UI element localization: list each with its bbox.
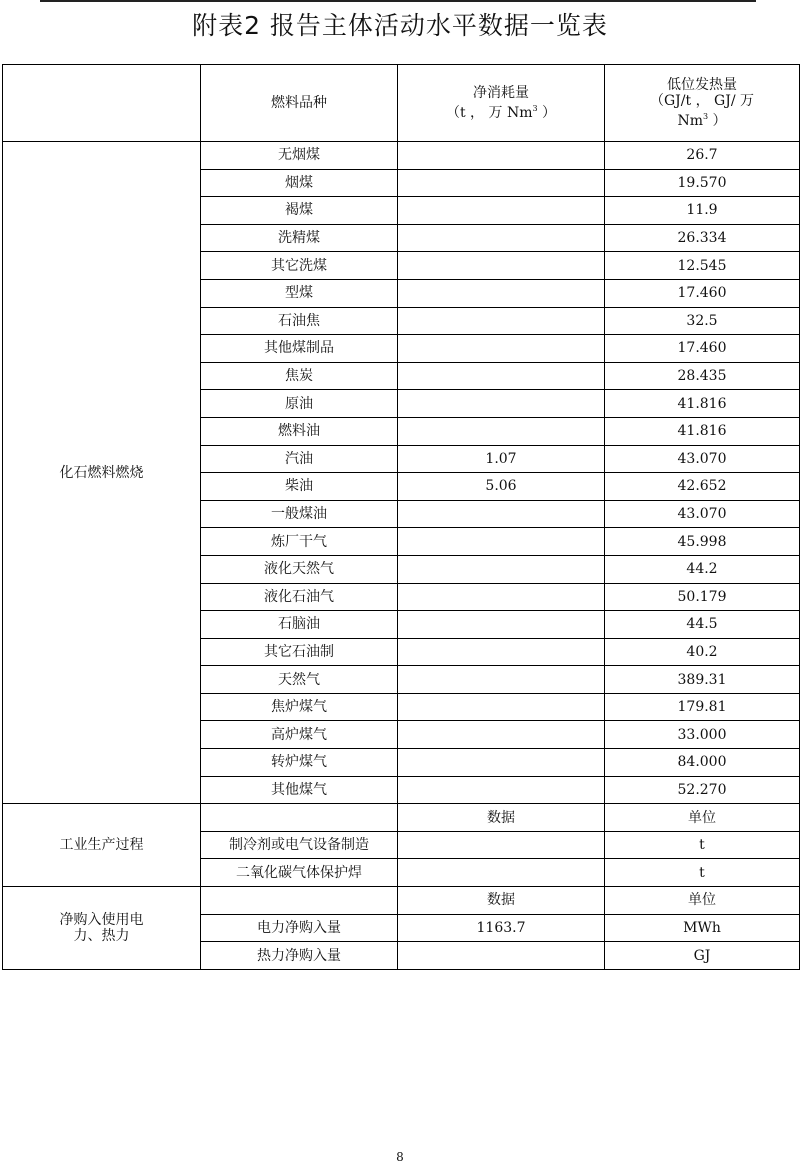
net-consumption-value bbox=[398, 666, 605, 694]
subheader-unit: 单位 bbox=[605, 804, 800, 832]
process-unit: t bbox=[605, 831, 800, 859]
fuel-name: 液化天然气 bbox=[201, 555, 398, 583]
category-industrial-process: 工业生产过程 bbox=[3, 804, 201, 887]
fuel-name: 燃料油 bbox=[201, 417, 398, 445]
net-consumption-value bbox=[398, 638, 605, 666]
low-heating-value: 42.652 bbox=[605, 473, 800, 501]
low-heating-value: 44.5 bbox=[605, 611, 800, 639]
category-purchased-power-heat bbox=[3, 887, 201, 970]
header-fuel-type: 燃料品种 bbox=[201, 65, 398, 142]
top-rule bbox=[40, 0, 756, 2]
low-heating-value: 28.435 bbox=[605, 362, 800, 390]
subheader-empty-cell bbox=[201, 887, 398, 915]
low-heating-value: 43.070 bbox=[605, 445, 800, 473]
fuel-name: 型煤 bbox=[201, 279, 398, 307]
process-data-value bbox=[398, 831, 605, 859]
industrial-subheader-row bbox=[3, 804, 800, 832]
purchased-subheader-row bbox=[3, 887, 800, 915]
fuel-name: 其它洗煤 bbox=[201, 252, 398, 280]
low-heating-value: 26.7 bbox=[605, 142, 800, 170]
low-heating-value: 12.545 bbox=[605, 252, 800, 280]
fuel-name: 石油焦 bbox=[201, 307, 398, 335]
net-consumption-value bbox=[398, 528, 605, 556]
fuel-name: 汽油 bbox=[201, 445, 398, 473]
fuel-name: 洗精煤 bbox=[201, 224, 398, 252]
net-consumption-value bbox=[398, 611, 605, 639]
fuel-name: 焦炭 bbox=[201, 362, 398, 390]
fuel-name: 炼厂干气 bbox=[201, 528, 398, 556]
low-heating-value: 389.31 bbox=[605, 666, 800, 694]
net-consumption-value bbox=[398, 335, 605, 363]
subheader-data: 数据 bbox=[398, 804, 605, 832]
net-consumption-value bbox=[398, 776, 605, 804]
net-consumption-value bbox=[398, 693, 605, 721]
net-consumption-value bbox=[398, 279, 605, 307]
low-heating-value: 179.81 bbox=[605, 693, 800, 721]
purchase-item-name: 电力净购入量 bbox=[201, 914, 398, 942]
header-empty-cell bbox=[3, 65, 201, 142]
net-consumption-value bbox=[398, 169, 605, 197]
purchase-data-value: 1163.7 bbox=[398, 914, 605, 942]
fuel-row bbox=[3, 142, 800, 170]
fuel-name: 一般煤油 bbox=[201, 500, 398, 528]
purchase-data-value bbox=[398, 942, 605, 970]
net-consumption-value bbox=[398, 749, 605, 777]
fuel-name: 褐煤 bbox=[201, 197, 398, 225]
net-consumption-value bbox=[398, 500, 605, 528]
process-name: 二氧化碳气体保护焊 bbox=[201, 859, 398, 887]
process-unit: t bbox=[605, 859, 800, 887]
net-consumption-value bbox=[398, 721, 605, 749]
low-heating-value: 45.998 bbox=[605, 528, 800, 556]
category-label-line1: 净购入使用电 bbox=[59, 911, 144, 928]
purchase-unit: GJ bbox=[605, 942, 800, 970]
fuel-name: 天然气 bbox=[201, 666, 398, 694]
net-consumption-value bbox=[398, 197, 605, 225]
low-heating-value: 52.270 bbox=[605, 776, 800, 804]
low-heating-value: 43.070 bbox=[605, 500, 800, 528]
fuel-name: 其他煤气 bbox=[201, 776, 398, 804]
net-consumption-value bbox=[398, 142, 605, 170]
category-label-line2: 力、热力 bbox=[73, 927, 130, 944]
net-consumption-value: 1.07 bbox=[398, 445, 605, 473]
fuel-name: 石脑油 bbox=[201, 611, 398, 639]
low-heating-value: 17.460 bbox=[605, 279, 800, 307]
purchase-item-name: 热力净购入量 bbox=[201, 942, 398, 970]
subheader-data: 数据 bbox=[398, 887, 605, 915]
fuel-name: 柴油 bbox=[201, 473, 398, 501]
fuel-name: 高炉煤气 bbox=[201, 721, 398, 749]
fuel-name: 烟煤 bbox=[201, 169, 398, 197]
low-heating-value: 32.5 bbox=[605, 307, 800, 335]
category-fossil-fuel-combustion: 化石燃料燃烧 bbox=[3, 142, 201, 804]
activity-data-table bbox=[2, 64, 800, 970]
net-consumption-value bbox=[398, 555, 605, 583]
net-consumption-value bbox=[398, 252, 605, 280]
process-name: 制冷剂或电气设备制造 bbox=[201, 831, 398, 859]
page-title: 附表2 报告主体活动水平数据一览表 bbox=[192, 11, 608, 40]
net-consumption-value: 5.06 bbox=[398, 473, 605, 501]
subheader-unit: 单位 bbox=[605, 887, 800, 915]
fuel-name: 转炉煤气 bbox=[201, 749, 398, 777]
low-heating-value: 41.816 bbox=[605, 417, 800, 445]
fuel-name: 原油 bbox=[201, 390, 398, 418]
low-heating-value: 40.2 bbox=[605, 638, 800, 666]
fuel-name: 其他煤制品 bbox=[201, 335, 398, 363]
net-consumption-value bbox=[398, 417, 605, 445]
low-heating-value: 11.9 bbox=[605, 197, 800, 225]
fuel-name: 无烟煤 bbox=[201, 142, 398, 170]
net-consumption-value bbox=[398, 390, 605, 418]
header-net-consumption: 净消耗量 （t ， 万 Nm$^3$ ） bbox=[398, 65, 605, 142]
fuel-name: 其它石油制 bbox=[201, 638, 398, 666]
low-heating-value: 26.334 bbox=[605, 224, 800, 252]
net-consumption-value bbox=[398, 583, 605, 611]
low-heating-value: 33.000 bbox=[605, 721, 800, 749]
table-header-row bbox=[3, 65, 800, 142]
low-heating-value: 44.2 bbox=[605, 555, 800, 583]
low-heating-value: 19.570 bbox=[605, 169, 800, 197]
net-consumption-value bbox=[398, 307, 605, 335]
low-heating-value: 50.179 bbox=[605, 583, 800, 611]
fuel-name: 液化石油气 bbox=[201, 583, 398, 611]
process-data-value bbox=[398, 859, 605, 887]
low-heating-value: 84.000 bbox=[605, 749, 800, 777]
page-number: 8 bbox=[396, 1150, 404, 1164]
low-heating-value: 17.460 bbox=[605, 335, 800, 363]
subheader-empty-cell bbox=[201, 804, 398, 832]
purchase-unit: MWh bbox=[605, 914, 800, 942]
low-heating-value: 41.816 bbox=[605, 390, 800, 418]
header-low-heating-value: 低位发热量 （GJ/t ， GJ/ 万 Nm$^3$ ） bbox=[605, 65, 800, 142]
net-consumption-value bbox=[398, 224, 605, 252]
net-consumption-value bbox=[398, 362, 605, 390]
fuel-name: 焦炉煤气 bbox=[201, 693, 398, 721]
